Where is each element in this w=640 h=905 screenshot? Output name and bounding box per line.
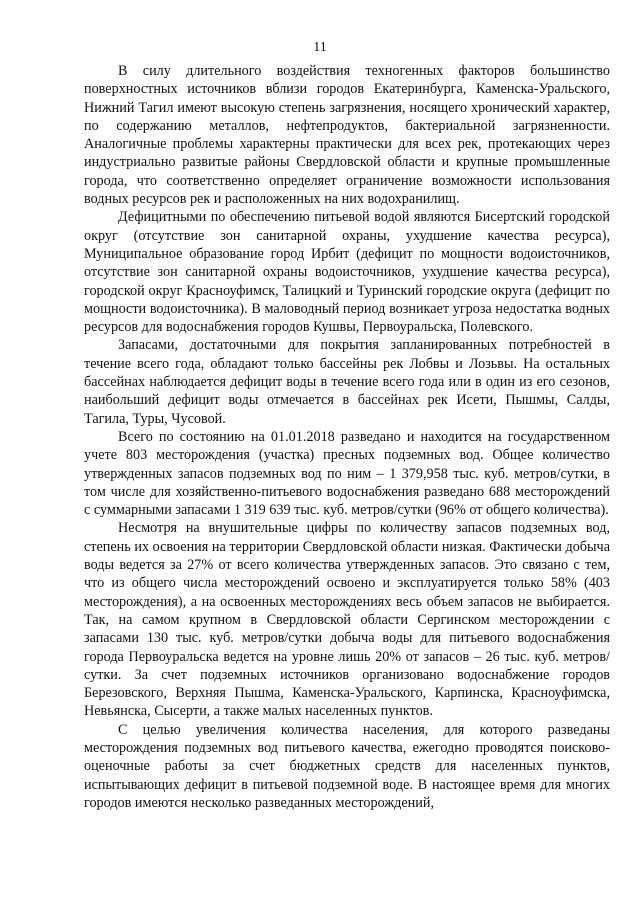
paragraph-surface-water-pollution: В силу длительного воздействия техногенных факторов большинство поверхностных источников вблизи городов Екатеринбурга, Каменска-Уральского, Нижний Тагил имеют высокую степень загрязнения, носящего хронический характер, по содержанию металлов, нефтепродуктов, бактериальной загрязненности. Аналогичные проблемы характерны практически для всех рек, протекающих через индустриально развитые районы Свердловской области и крупные промышленные города, что соответственно определяет ограничение возможности использования водных ресурсов рек и расположенных на них водохранилищ.	[84, 63, 610, 208]
paragraph-river-basin-reserves: Запасами, достаточными для покрытия запланированных потребностей в течение всего года, обладают только бассейны рек Лобвы и Лозьвы. На остальных бассейнах наблюдается дефицит воды в течение всего года или в один из его сезонов, наибольший дефицит воды отмечается в бассейнах рек Исети, Пышмы, Салды, Тагила, Туры, Чусовой.	[84, 337, 610, 427]
paragraph-groundwater-deposits: Всего по состоянию на 01.01.2018 разведано и находится на государственном учете 803 месторождения (участка) пресных подземных вод. Общее количество утвержденных запасов подземных вод по ним – 1 379,958 тыс. куб. метров/сутки, в том числе для хозяйственно-питьевого водоснабжения разведано 688 месторождений с суммарными запасами 1 319 639 тыс. куб. метров/сутки (96% от общего количества).	[84, 428, 610, 519]
paragraph-exploration-works: С целью увеличения количества населения, для которого разведаны месторождения подземных вод питьевого качества, ежегодно проводятся поисково-оценочные работы за счет бюджетных средств для населенных пунктов, испытывающих дефицит в питьевой подземной воде. В настоящее время для многих городов имеются несколько разведанных месторождений,	[84, 721, 610, 811]
page-number: 11	[313, 40, 327, 55]
paragraph-drinking-water-deficit: Дефицитными по обеспечению питьевой водой являются Бисертский городской округ (отсутствие зон санитарной охраны, ухудшение качества ресурса), Муниципальное образование город Ирбит (дефицит по мощности водоисточников, отсутствие зон санитарной охраны водоисточников, ухудшение качества ресурса), городской округ Красноуфимск, Талицкий и Туринский городские округа (дефицит по мощности водоисточника). В маловодный период возникает угроза недостатка водных ресурсов для водоснабжения городов Кушвы, Первоуральска, Полевского.	[84, 209, 610, 336]
document-body	[84, 62, 610, 812]
paragraph-groundwater-development: Несмотря на внушительные цифры по количеству запасов подземных вод, степень их освоения на территории Свердловской области низкая. Фактически добыча воды ведется за 27% от всего количества утвержденных запасов. Это связано с тем, что из общего числа месторождений освоено и эксплуатируется только 58% (403 месторождения), а на освоенных месторождениях весь объем запасов не выбирается. Так, на самом крупном в Свердловской области Сергинском месторождении с запасами 130 тыс. куб. метров/сутки добыча воды для питьевого водоснабжения города Первоуральска ведется на уровне лишь 20% от запасов – 26 тыс. куб. метров/сутки. За счет подземных источников организовано водоснабжение городов Березовского, Верхняя Пышма, Каменска-Уральского, Карпинска, Красноуфимска, Невьянска, Сысерти, а также малых населенных пунктов.	[84, 520, 610, 720]
